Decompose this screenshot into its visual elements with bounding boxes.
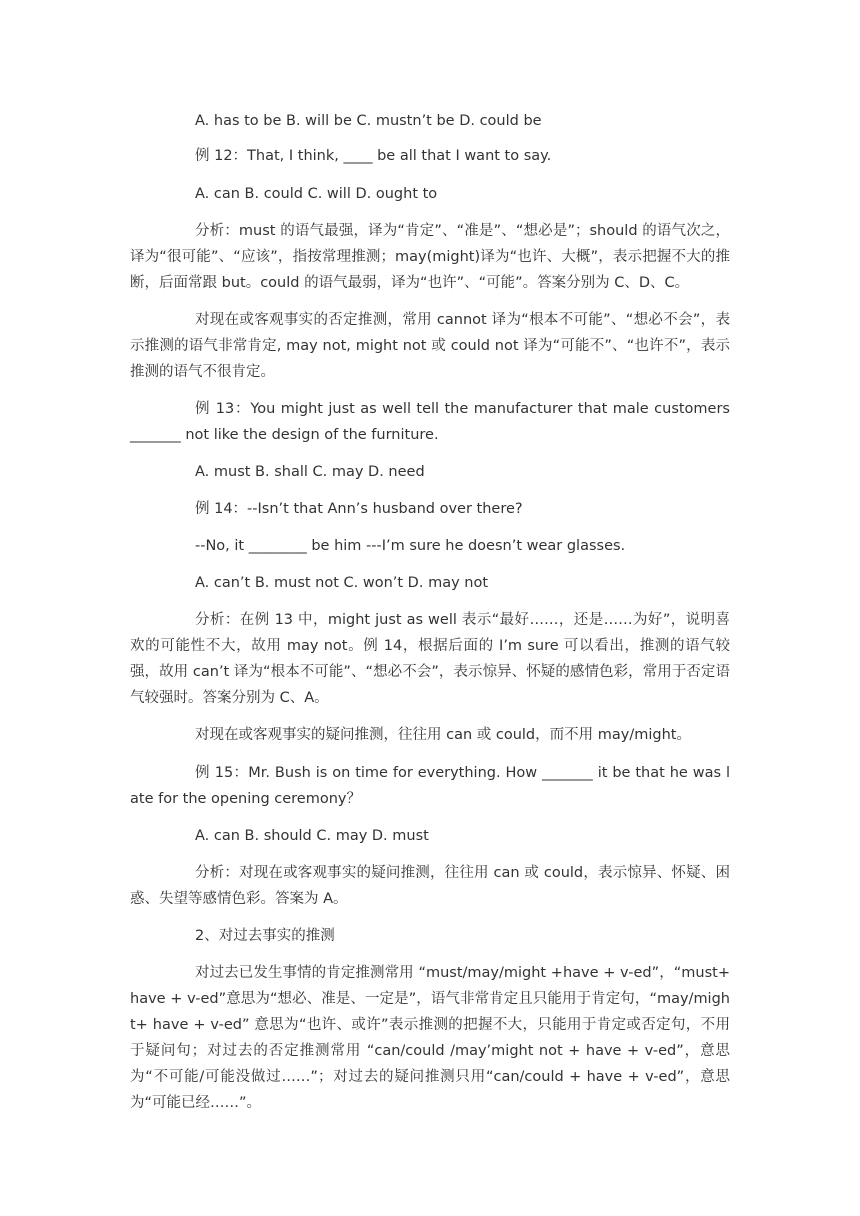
example-15-options: A. can B. should C. may D. must (195, 828, 429, 844)
analysis-question: 分析：对现在或客观事实的疑问推测，往往用 can 或 could，表示惊异、怀疑、困惑、失望等感情色彩。答案为 A。 (130, 865, 730, 907)
example-12-question: 例 12：That, I think, ____ be all that I want to say. (195, 148, 552, 164)
example-14-options: A. can’t B. must not C. won’t D. may not (195, 575, 489, 591)
example-11-options: A. has to be B. will be C. mustn’t be D. could be (195, 113, 542, 129)
negative-speculation-rule: 对现在或客观事实的否定推测，常用 cannot 译为“根本不可能”、“想必不会”，表示推测的语气非常肯定, may not, might not 或 could not 译为“可能不”、“也许不”，表示推测的语气不很肯定。 (130, 312, 730, 380)
example-13-options: A. must B. shall C. may D. need (195, 464, 425, 480)
question-speculation-rule: 对现在或客观事实的疑问推测，往往用 can 或 could，而不用 may/might。 (195, 727, 691, 743)
analysis-affirmative: 分析：must 的语气最强，译为“肯定”、“准是”、“想必是”；should 的语气次之，译为“很可能”、“应该”，指按常理推测；may(might)译为“也许、大概”，表示把握不大的推断，后面常跟 but。could 的语气最弱，译为“也许”、“可能”。答案分别为 C、D、C。 (130, 223, 730, 291)
example-14-question: 例 14：--Isn’t that Ann’s husband over there? (195, 501, 523, 517)
example-14-reply: --No, it ________ be him ---I’m sure he doesn’t wear glasses. (195, 538, 626, 554)
analysis-negative: 分析：在例 13 中，might just as well 表示“最好……，还是……为好”，说明喜欢的可能性不大，故用 may not。例 14，根据后面的 I’m sure 可以看出，推测的语气较强，故用 can’t 译为“根本不可能”、“想必不会”，表示惊异、怀疑的感情色彩，常用于否定语气较强时。答案分别为 C、A。 (130, 612, 730, 706)
example-13-question: 例 13：You might just as well tell the manufacturer that male customers _______ not like the design of the furniture. (130, 401, 730, 443)
document-body (130, 108, 730, 1116)
past-speculation-rule: 对过去已发生事情的肯定推测常用 “must/may/might +have + v-ed”，“must+ have + v-ed”意思为“想必、准是、一定是”，语气非常肯定且只能用于肯定句，“may/might+ have + v-ed” 意思为“也许、或许”表示推测的把握不大，只能用于肯定或否定句，不用于疑问句；对过去的否定推测常用 “can/could /may’might not + have + v-ed”，意思为“不可能/可能没做过……”；对过去的疑问推测只用“can/could + have + v-ed”，意思为“可能已经……”。 (130, 965, 730, 1111)
section-heading-past-speculation: 2、对过去事实的推测 (195, 928, 335, 944)
example-15-question: 例 15：Mr. Bush is on time for everything. How _______ it be that he was late for the opening ceremony？ (130, 765, 730, 807)
example-12-options: A. can B. could C. will D. ought to (195, 186, 438, 202)
